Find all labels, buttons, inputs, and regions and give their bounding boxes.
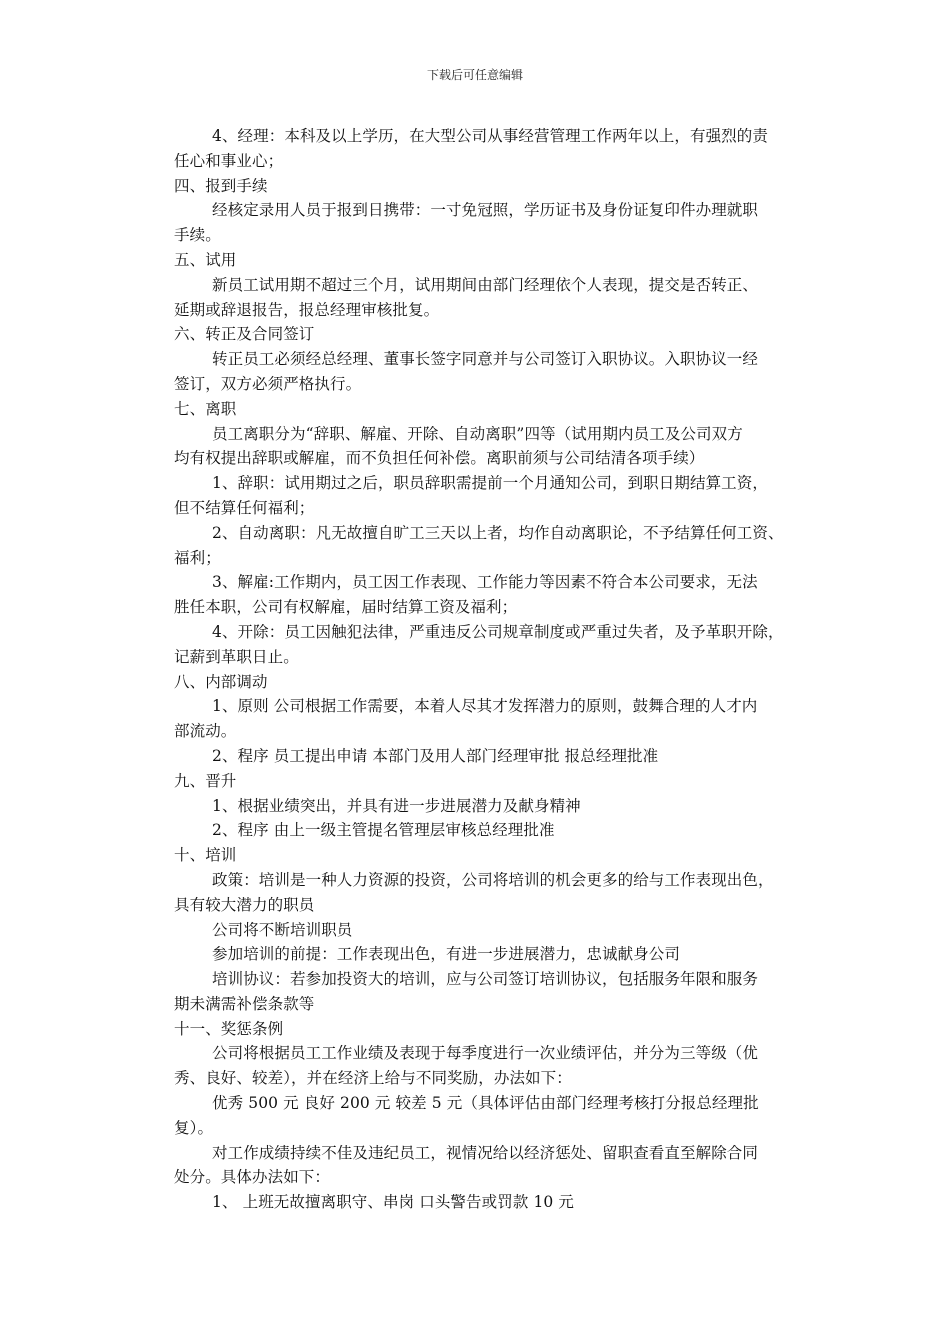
text-line: 十一、奖惩条例 — [174, 1019, 284, 1038]
text-line: 记薪到革职日止。 — [174, 647, 299, 666]
text-line: 七、离职 — [174, 399, 237, 418]
text-line: 转正员工必须经总经理、董事长签字同意并与公司签订入职协议。入职协议一经 — [212, 350, 759, 369]
text-line: 九、晋升 — [174, 771, 237, 790]
text-line: 秀、良好、较差），并在经济上给与不同奖励，办法如下： — [174, 1069, 572, 1088]
text-line: 任心和事业心； — [174, 151, 284, 170]
text-line: 2、程序 员工提出申请 本部门及用人部门经理审批 报总经理批准 — [212, 746, 659, 765]
text-line: 1、根据业绩突出，并具有进一步进展潜力及献身精神 — [212, 796, 581, 815]
text-line: 新员工试用期不超过三个月，试用期间由部门经理依个人表现，提交是否转正、 — [212, 275, 759, 294]
text-line: 4、开除：员工因触犯法律，严重违反公司规章制度或严重过失者，及予革职开除， — [212, 622, 784, 641]
text-line: 签订，双方必须严格执行。 — [174, 374, 362, 393]
text-line: 胜任本职，公司有权解雇，届时结算工资及福利； — [174, 598, 518, 617]
text-line: 但不结算任何福利； — [174, 498, 315, 517]
text-line: 五、试用 — [174, 250, 237, 269]
text-line: 复）。 — [174, 1118, 214, 1137]
text-line: 2、自动离职：凡无故擅自旷工三天以上者，均作自动离职论，不予结算任何工资、 — [212, 523, 784, 542]
document-body — [174, 124, 824, 1215]
text-line: 六、转正及合同签订 — [174, 325, 315, 344]
text-line: 部流动。 — [174, 722, 237, 741]
text-line: 公司将根据员工工作业绩及表现于每季度进行一次业绩评估，并分为三等级（优 — [212, 1044, 759, 1063]
text-line: 延期或辞退报告，报总经理审核批复。 — [174, 300, 440, 319]
text-line: 政策：培训是一种人力资源的投资，公司将培训的机会更多的给与工作表现出色， — [212, 870, 774, 889]
text-line: 四、报到手续 — [174, 176, 268, 195]
text-line: 期未满需补偿条款等 — [174, 994, 315, 1013]
text-line: 手续。 — [174, 226, 221, 245]
text-line: 均有权提出辞职或解雇，而不负担任何补偿。离职前须与公司结清各项手续） — [174, 449, 705, 468]
text-line: 3、解雇:工作期内，员工因工作表现、工作能力等因素不符合本公司要求，无法 — [212, 573, 758, 592]
text-line: 参加培训的前提：工作表现出色，有进一步进展潜力，忠诚献身公司 — [212, 945, 681, 964]
text-line: 1、辞职：试用期过之后，职员辞职需提前一个月通知公司，到职日期结算工资， — [212, 474, 768, 493]
text-line: 具有较大潜力的职员 — [174, 895, 315, 914]
text-line: 1、 上班无故擅离职守、串岗 口头警告或罚款 10 元 — [212, 1193, 574, 1212]
text-line: 4、经理：本科及以上学历，在大型公司从事经营管理工作两年以上，有强烈的责 — [212, 127, 768, 145]
text-line: 优秀 500 元 良好 200 元 较差 5 元（具体评估由部门经理考核打分报总经理批 — [212, 1094, 759, 1113]
text-line: 福利； — [174, 548, 221, 567]
text-line: 处分。具体办法如下： — [174, 1168, 331, 1187]
text-line: 公司将不断培训职员 — [212, 920, 353, 939]
text-line: 1、原则 公司根据工作需要，本着人尽其才发挥潜力的原则，鼓舞合理的人才内 — [212, 697, 758, 716]
text-line: 对工作成绩持续不佳及违纪员工，视情况给以经济惩处、留职查看直至解除合同 — [212, 1143, 759, 1162]
text-line: 2、程序 由上一级主管提名管理层审核总经理批准 — [212, 821, 555, 840]
text-line: 员工离职分为“辞职、解雇、开除、自动离职”四等（试用期内员工及公司双方 — [212, 424, 743, 443]
text-line: 十、培训 — [174, 846, 237, 865]
text-line: 经核定录用人员于报到日携带：一寸免冠照，学历证书及身份证复印件办理就职 — [212, 201, 759, 220]
text-line: 八、内部调动 — [174, 672, 268, 691]
text-line: 培训协议：若参加投资大的培训，应与公司签订培训协议，包括服务年限和服务 — [212, 970, 759, 989]
page-header-note: 下载后可任意编辑 — [426, 68, 523, 82]
